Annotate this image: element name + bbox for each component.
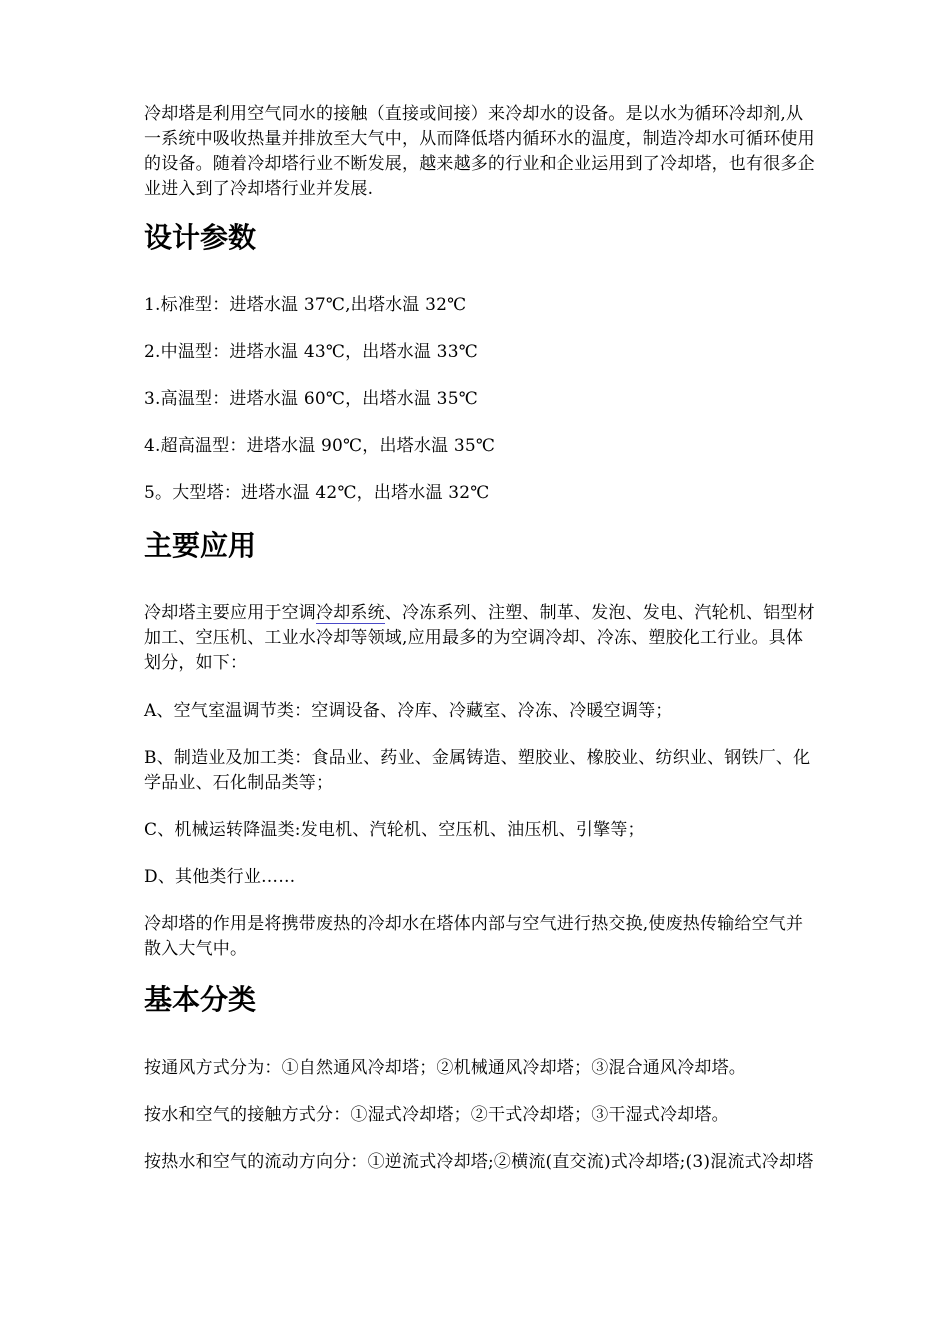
application-item-machinery: C、机械运转降温类:发电机、汽轮机、空压机、油压机、引擎等； — [144, 820, 645, 840]
intro-paragraph: 冷却塔是利用空气同水的接触（直接或间接）来冷却水的设备。是以水为循环冷却剂,从一系统中吸收热量并排放至大气中，从而降低塔内循环水的温度，制造冷却水可循环使用的设备。随着冷却塔行业不断发展，越来越多的行业和企业运用到了冷却塔，也有很多企业进入到了冷却塔行业并发展. — [144, 104, 815, 199]
design-item-large-tower: 5。大型塔：进塔水温 42℃，出塔水温 32℃ — [144, 483, 490, 503]
application-summary: 冷却塔的作用是将携带废热的冷却水在塔体内部与空气进行热交换,使废热传输给空气并散入大气中。 — [144, 914, 804, 959]
heading-basic-classification: 基本分类 — [144, 983, 257, 1016]
heading-main-applications: 主要应用 — [144, 529, 257, 562]
heading-design-parameters: 设计参数 — [144, 221, 257, 254]
design-item-standard: 1.标准型：进塔水温 37℃,出塔水温 32℃ — [144, 295, 467, 315]
application-item-manufacturing: B、制造业及加工类：食品业、药业、金属铸造、塑胶业、橡胶业、纺织业、钢铁厂、化学品业、石化制品类等； — [144, 748, 811, 793]
application-item-air-conditioning: A、空气室温调节类：空调设备、冷库、冷藏室、冷冻、冷暖空调等； — [144, 701, 673, 721]
classification-item-ventilation: 按通风方式分为：①自然通风冷却塔；②机械通风冷却塔；③混合通风冷却塔。 — [144, 1058, 746, 1078]
application-intro-text-rest: 、冷冻系列、注塑、制革、发泡、发电、汽轮机、铝型材加工、空压机、工业水冷却等领域,应用最多的为空调冷却、冷冻、塑胶化工行业。具体划分，如下： — [144, 603, 815, 673]
cooling-system-link[interactable]: 冷却系统 — [316, 603, 385, 623]
classification-item-contact: 按水和空气的接触方式分：①湿式冷却塔；②干式冷却塔；③干湿式冷却塔。 — [144, 1105, 729, 1125]
application-intro-text: 冷却塔主要应用于空调 — [144, 603, 316, 623]
application-intro-paragraph — [144, 601, 816, 676]
classification-item-flow-direction: 按热水和空气的流动方向分：①逆流式冷却塔;②横流(直交流)式冷却塔;(3)混流式冷却塔 — [144, 1152, 814, 1172]
application-item-other: D、其他类行业…… — [144, 867, 296, 887]
design-item-high-temp: 3.高温型：进塔水温 60℃，出塔水温 35℃ — [144, 389, 478, 409]
design-item-medium-temp: 2.中温型：进塔水温 43℃，出塔水温 33℃ — [144, 342, 478, 362]
design-item-ultra-high-temp: 4.超高温型：进塔水温 90℃，出塔水温 35℃ — [144, 436, 496, 456]
